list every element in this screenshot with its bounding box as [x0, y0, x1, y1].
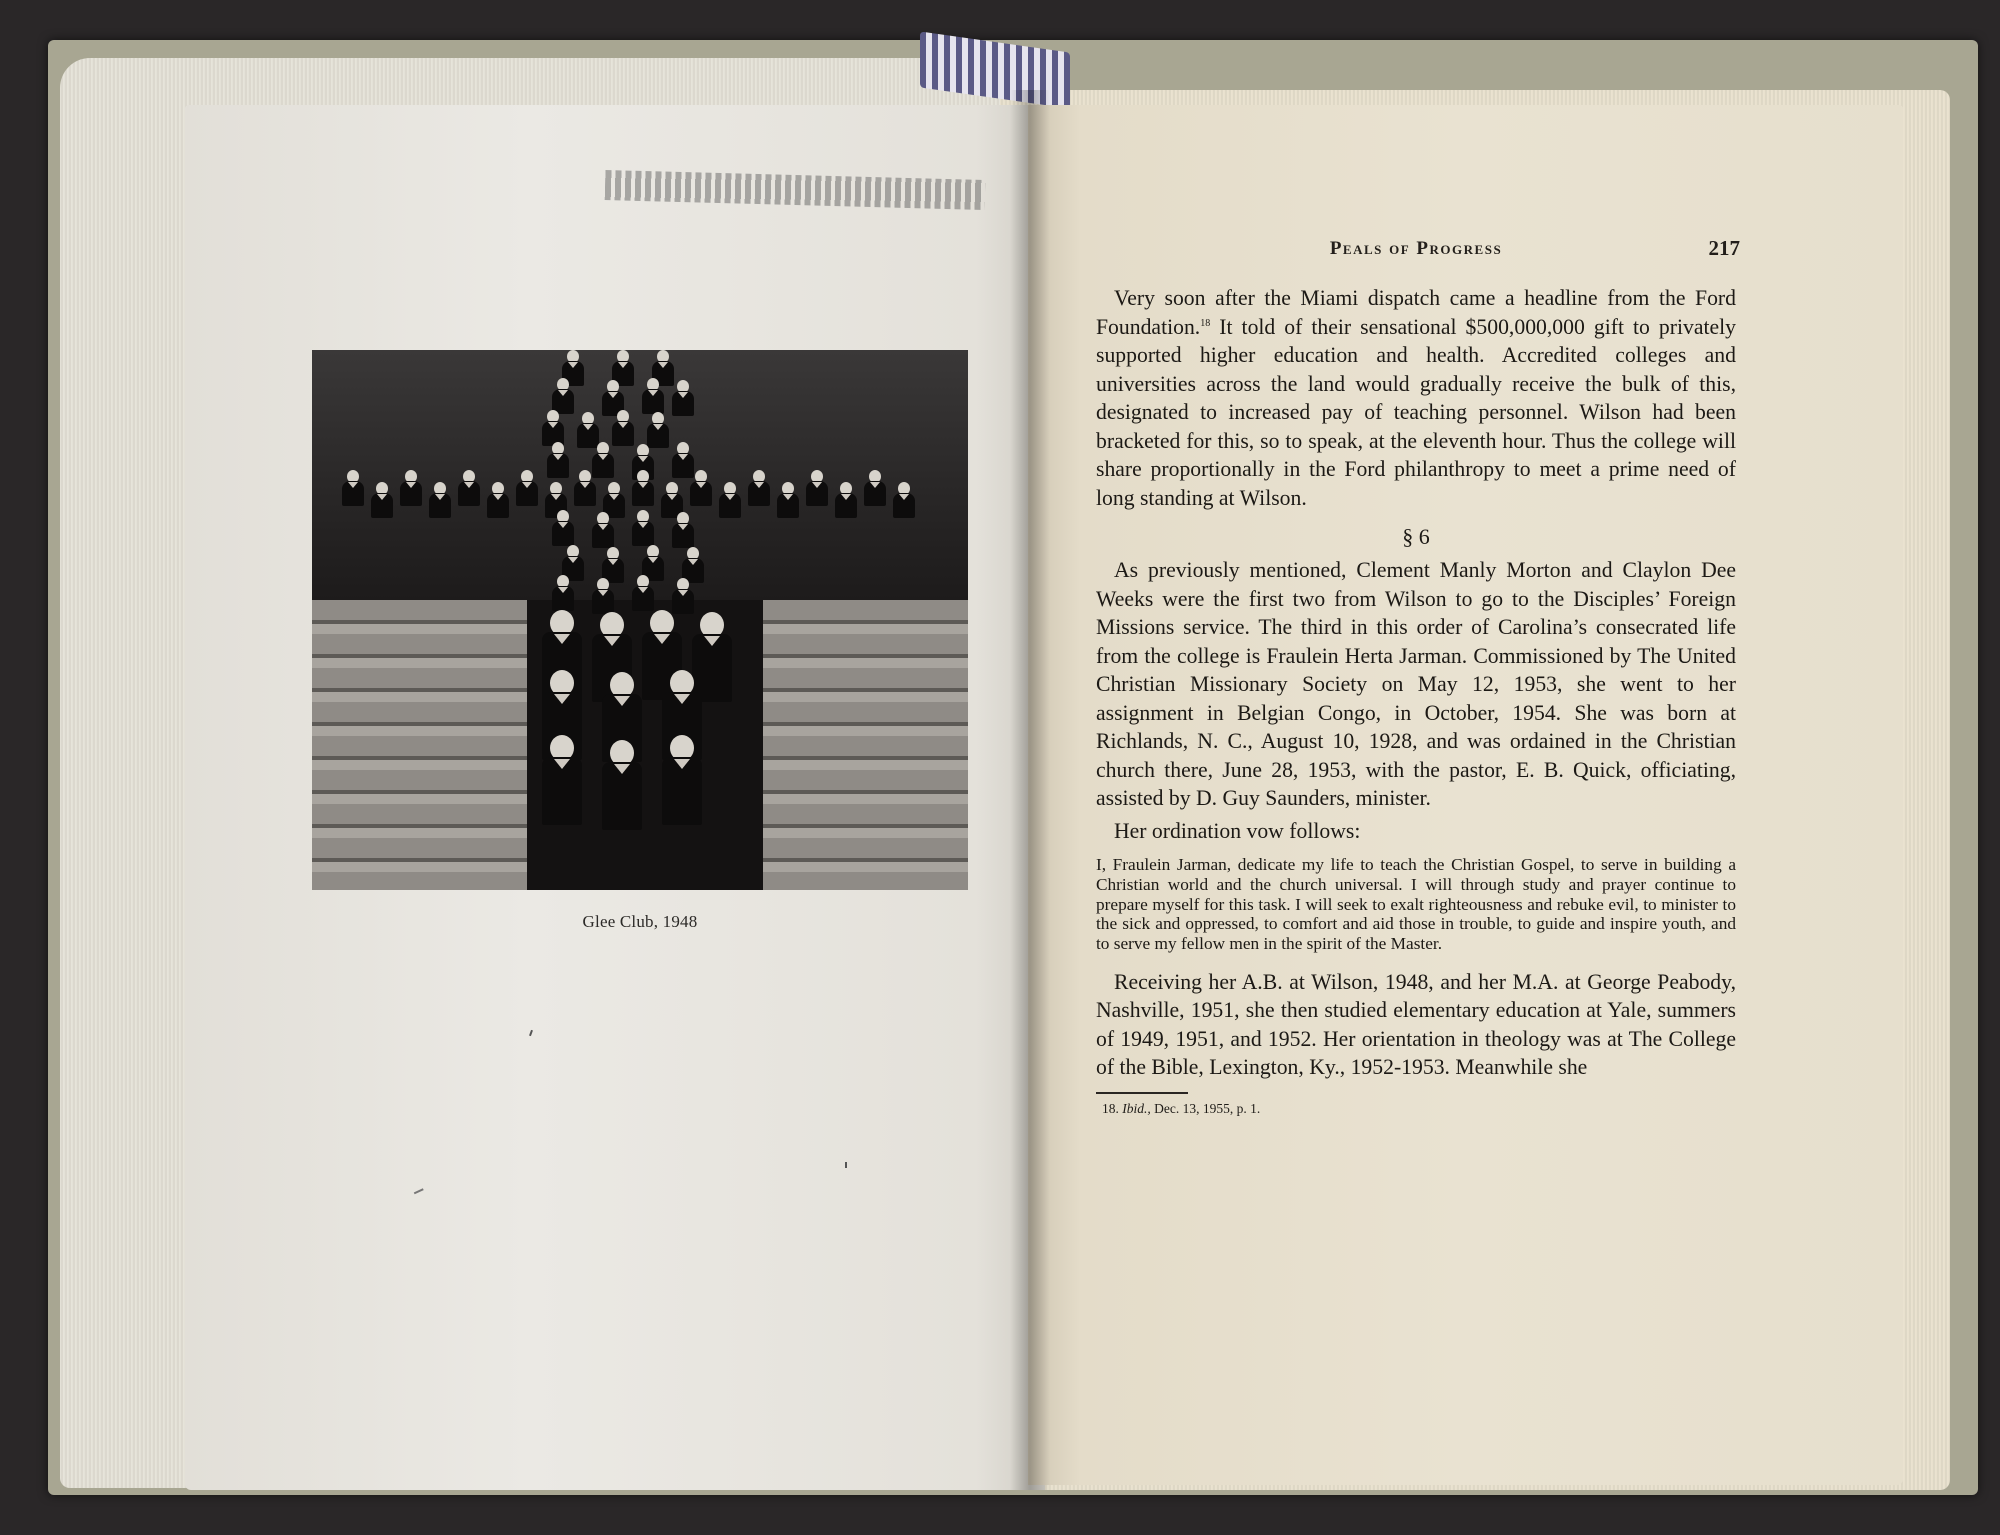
body-text — [1096, 284, 1736, 1118]
paragraph-2: As previously mentioned, Clement Manly Morton and Claylon Dee Weeks were the first two from Wilson to go to the Disciples’ Foreign Missions service. The third in this order of Carolina’s consecrated life from the college is Fraulein Herta Jarman. Commissioned by The United Christian Missionary Society on May 12, 1953, she went to her assignment in Belgian Congo, in October, 1954. She was born at Richlands, N. C., August 10, 1928, and was ordained in the Christian church there, June 28, 1953, with the pastor, E. B. Quick, officiating, assisted by D. Guy Saunders, minister. — [1096, 558, 1736, 810]
paragraph-4: Receiving her A.B. at Wilson, 1948, and her M.A. at George Peabody, Nashville, 1951, she then studied elementary education at Yale, summers of 1949, 1951, and 1952. Her orientation in theology was at The College of the Bible, Lexington, Ky., 1952-1953. Meanwhile she — [1096, 969, 1736, 1080]
footnote-18 — [1102, 1100, 1736, 1118]
choir-member — [552, 510, 574, 546]
running-head: Peals of Progress — [1329, 238, 1503, 259]
choir-member — [458, 470, 480, 506]
choir-member — [371, 482, 393, 518]
choir-member — [542, 735, 582, 825]
choir-member — [552, 575, 574, 611]
footnote-rule — [1096, 1092, 1188, 1094]
page-number: 217 — [1708, 236, 1740, 260]
choir-member — [592, 512, 614, 548]
choir-member — [552, 378, 574, 414]
footnote-ref: 18 — [1200, 317, 1211, 329]
choir-member — [672, 578, 694, 614]
choir-member — [835, 482, 857, 518]
choir-member — [612, 410, 634, 446]
choir-member — [487, 482, 509, 518]
choir-member — [602, 740, 642, 830]
section-mark: § 6 — [1402, 524, 1430, 549]
footnote-ibid: Ibid., — [1122, 1100, 1151, 1116]
choir-member — [400, 470, 422, 506]
choir-member — [748, 470, 770, 506]
choir-member — [429, 482, 451, 518]
choir-member — [574, 470, 596, 506]
choir-member — [893, 482, 915, 518]
choir-member — [777, 482, 799, 518]
choir-member — [642, 378, 664, 414]
choir-member — [542, 410, 564, 446]
paragraph-1-part-b: It told of their sensational $500,000,000 gift to privately supported higher education and health. Accredited colleges and universities across the land would gradually receive the bulk of this, designated to increased pay of teaching personnel. Wilson had been bracketed for this, so to speak, at the eleventh hour. Thus the college will share proportionally in the Ford philanthropy to meet a prime need of long standing at Wilson. — [1096, 314, 1736, 510]
choir-member — [647, 412, 669, 448]
paragraph-1 — [1096, 284, 1736, 512]
book-gutter — [1010, 90, 1050, 1490]
choir-member — [592, 578, 614, 614]
choir-member — [662, 735, 702, 825]
choir-member — [632, 470, 654, 506]
photo-pews-left — [312, 600, 527, 890]
ordination-vow-quote: I, Fraulein Jarman, dedicate my life to teach the Christian Gospel, to serve in building a Christian world and the church universal. I will through study and prayer continue to prepare myself for this task. I will seek to exalt righteousness and rebuke evil, to minister to the sick and oppressed, to comfort and aid those in trouble, to guide and inspire youth, and to serve my fellow men in the spirit of the Master. — [1096, 855, 1736, 954]
choir-member — [632, 575, 654, 611]
choir-member — [547, 442, 569, 478]
photo-pews-right — [763, 600, 968, 890]
choir-member — [516, 470, 538, 506]
choir-member — [342, 470, 364, 506]
page-speck — [845, 1162, 847, 1168]
choir-member — [632, 510, 654, 546]
choir-member — [864, 470, 886, 506]
choir-member — [672, 512, 694, 548]
glee-club-photo — [312, 350, 968, 890]
choir-member — [806, 470, 828, 506]
paragraph-1-part-a: Very soon after the Miami dispatch came a headline from the Ford Foundation. — [1096, 286, 1736, 339]
choir-member — [719, 482, 741, 518]
choir-member — [672, 380, 694, 416]
footnote-number: 18. — [1102, 1100, 1119, 1116]
paragraph-3: Her ordination vow follows: — [1114, 818, 1361, 843]
photo-caption: Glee Club, 1948 — [582, 912, 698, 931]
bleed-through-text — [605, 170, 986, 210]
choir-member — [690, 470, 712, 506]
footnote-citation: Dec. 13, 1955, p. 1. — [1150, 1100, 1261, 1116]
